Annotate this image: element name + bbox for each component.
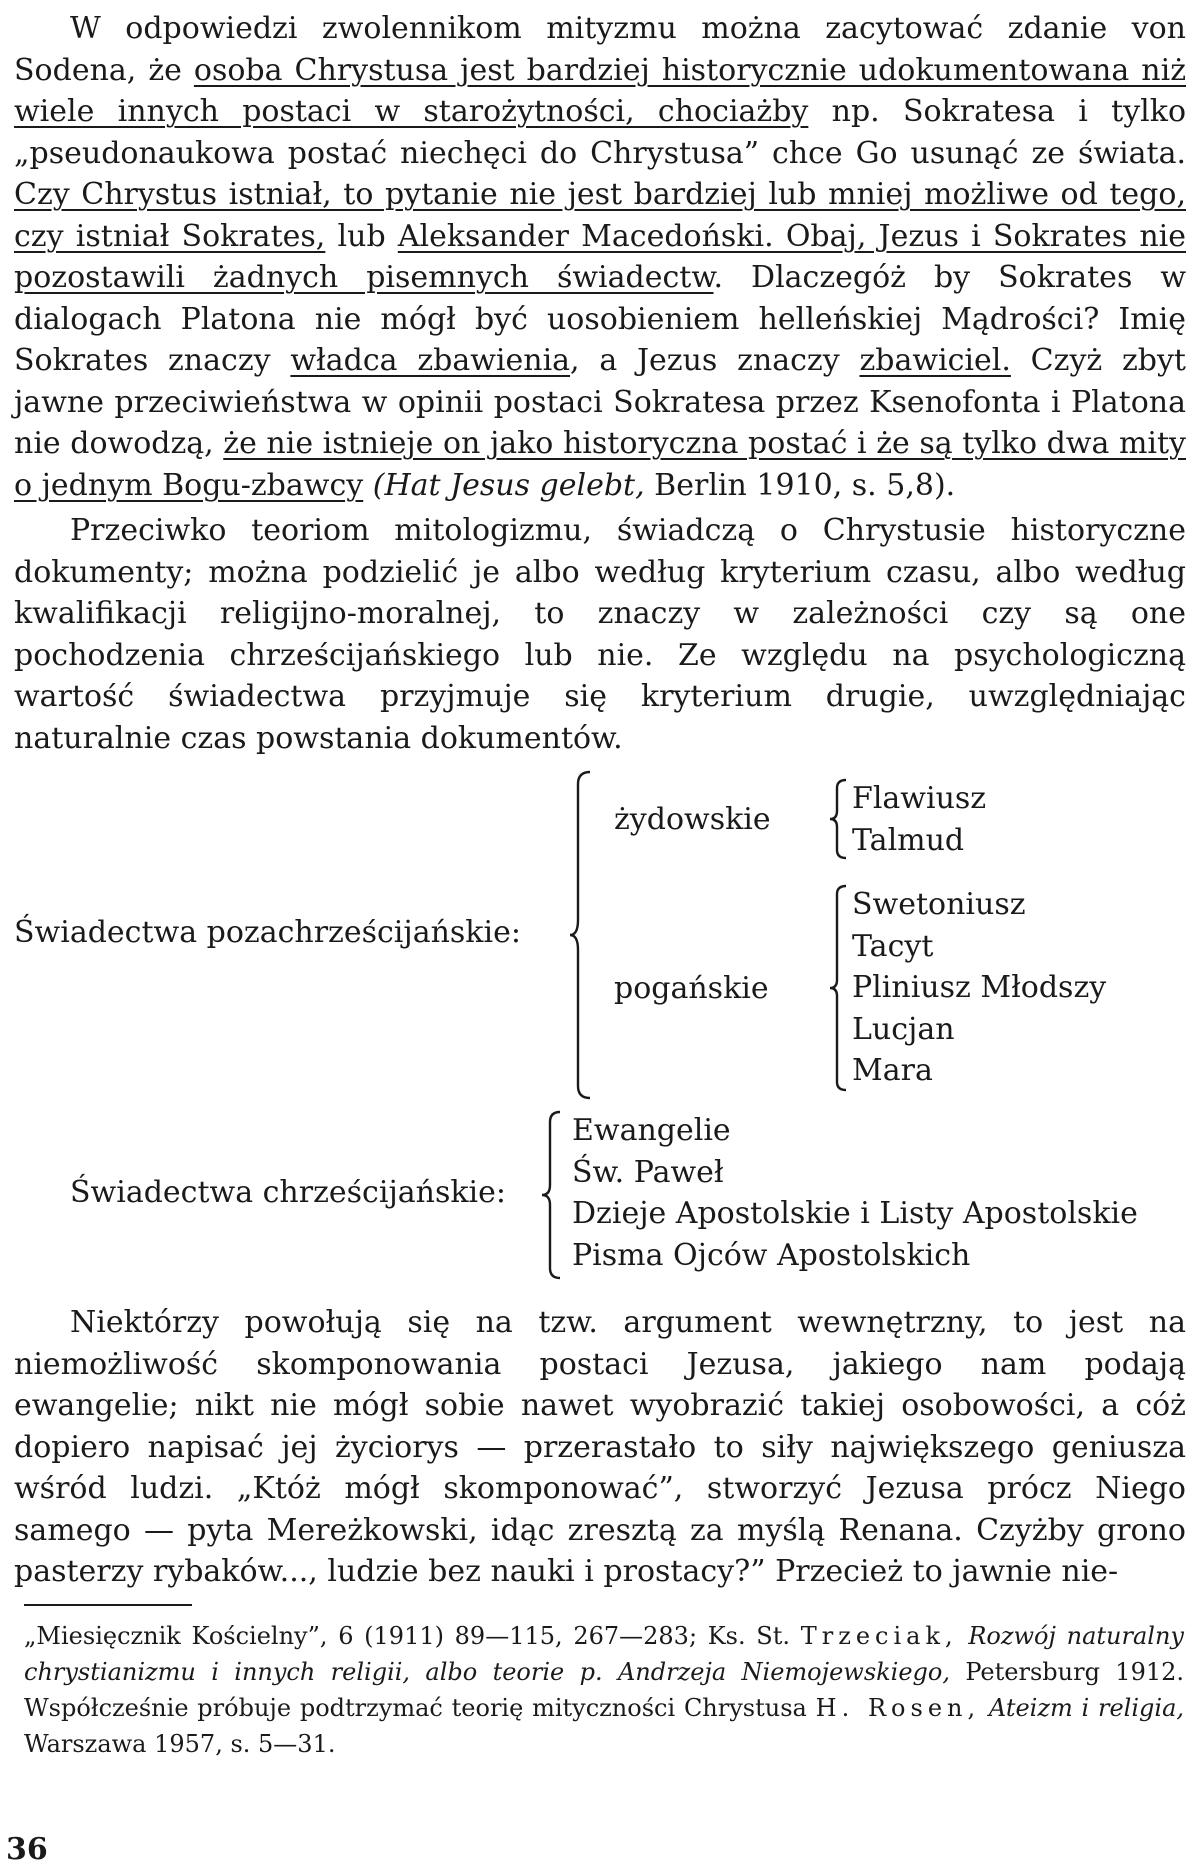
text-run: „Miesięcznik Kościelny”, 6 (1911) 89—115, 267—283; Ks. St. [24,1622,801,1650]
list-item: Św. Paweł [572,1154,724,1190]
text-run: Berlin 1910, s. 5,8). [644,467,956,503]
christian-label: Świadectwa chrześcijańskie: [70,1175,506,1210]
underlined-text: władca zbawienia [290,343,571,378]
text-run: np. Sokratesa i tylko „pseudonaukowa postać niechęci do Chrystusa” chce Go usunąć ze świata. [14,94,1187,171]
page-number: 36 [6,1832,48,1867]
text-run: Warszawa 1957, s. 5—31. [24,1730,336,1758]
jewish-brace [828,778,850,860]
pagan-label: pogańskie [614,971,769,1006]
paragraph-text: Przeciwko teoriom mitologizmu, świadczą o Chrystusie historyczne dokumenty; można podzielić je albo według kryterium czasu, albo według kwalifikacji religijno-moralnej, to znaczy w zależności czy są one pochodzenia chrześcijańskiego lub nie. Ze względu na psychologiczną wartość świadectwa przyjmuje się kryterium drugie, uwzględniając naturalnie czas powstania dokumentów. [14,513,1186,756]
list-item: Pisma Ojców Apostolskich [572,1237,971,1273]
list-item: Flawiusz [852,781,987,816]
underlined-text: Czy Chrystus istniał, to pytanie nie jest bardziej lub mniej możliwe od tego, czy istniał Sokrates, [14,177,1186,254]
non-christian-brace [568,770,598,1100]
underlined-text: osoba Chrystusa jest bardziej historycznie udokumentowana niż wiele innych postaci w starożytności, chociażby [14,52,1186,129]
paragraph-text: Niektórzy powołują się na tzw. argument wewnętrzny, to jest na niemożliwość skomponowania postaci Jezusa, jakiego nam podają ewangelie; nikt nie mógł sobie nawet wyobrazić takiej osobowości, a cóż dopiero napisać jej życiorys — przerastało to siły największego geniusza wśród ludzi. „Któż mógł skomponować”, stworzyć Jezusa prócz Niego samego — pyta Mereżkowski, idąc zresztą za myślą Renana. Czyżby grono pasterzy rybaków..., ludzie bez nauki i prostacy?” Przecież to jawnie nie- [14,1305,1186,1589]
pagan-sources-list [852,884,1106,1092]
pagan-brace [828,884,850,1092]
underlined-text: że nie istnieje on jako historyczna postać i że są tylko dwa mity o jednym Bogu-zbawcy [14,426,1186,503]
footnote-separator [24,1604,192,1606]
text-run: W odpowiedzi zwolennikom mityzmu można zacytować zdanie von Sodena, że [14,11,1186,88]
list-item: Ewangelie [572,1113,731,1148]
text-run: lub [325,218,398,254]
text-run: , a Jezus znaczy [570,343,860,378]
author-name: H. Rosen, [815,1694,981,1722]
cited-work-title: (Hat Jesus gelebt, [372,467,645,503]
list-item: Mara [852,1053,933,1088]
underlined-text: zbawiciel. [859,343,1011,378]
jewish-label: żydowskie [614,802,771,837]
underlined-text: Aleksander Macedoński. Obaj, Jezus i Sokrates nie pozostawili żadnych pisemnych świadectw [14,218,1186,295]
paragraph-internal-argument [14,1302,1186,1593]
list-item: Dzieje Apostolskie i Listy Apostolskie [572,1196,1138,1231]
text-run: . Dlaczegóż by Sokrates w dialogach Platona nie mógł być uosobieniem helleńskiej Mądrości? Imię Sokrates znaczy [14,260,1187,378]
text-run: Czyż zbyt jawne przeciwieństwa w opinii postaci Sokratesa przez Ksenofonta i Platona nie dowodzą, [14,343,1186,461]
footnote [24,1618,1184,1762]
cited-work-title: Ateizm i religia, [980,1694,1185,1722]
non-christian-label: Świadectwa pozachrześcijańskie: [14,915,521,950]
text-run: Petersburg 1912. Współcześnie próbuje podtrzymać teorię mityczności Chrystusa [24,1658,1185,1722]
list-item: Lucjan [852,1011,955,1047]
cited-work-title: Rozwój naturalny chrystianizmu i innych religii, albo teorie p. Andrzeja Niemojewskiego, [24,1622,1184,1686]
author-name: Trzeciak, [800,1622,958,1650]
list-item: Swetoniusz [852,887,1026,922]
christian-sources-list [572,1110,1138,1276]
christian-brace [540,1110,566,1280]
jewish-sources-list [852,778,986,861]
list-item: Pliniusz Młodszy [852,970,1107,1005]
list-item: Talmud [852,822,965,858]
list-item: Tacyt [852,928,934,964]
